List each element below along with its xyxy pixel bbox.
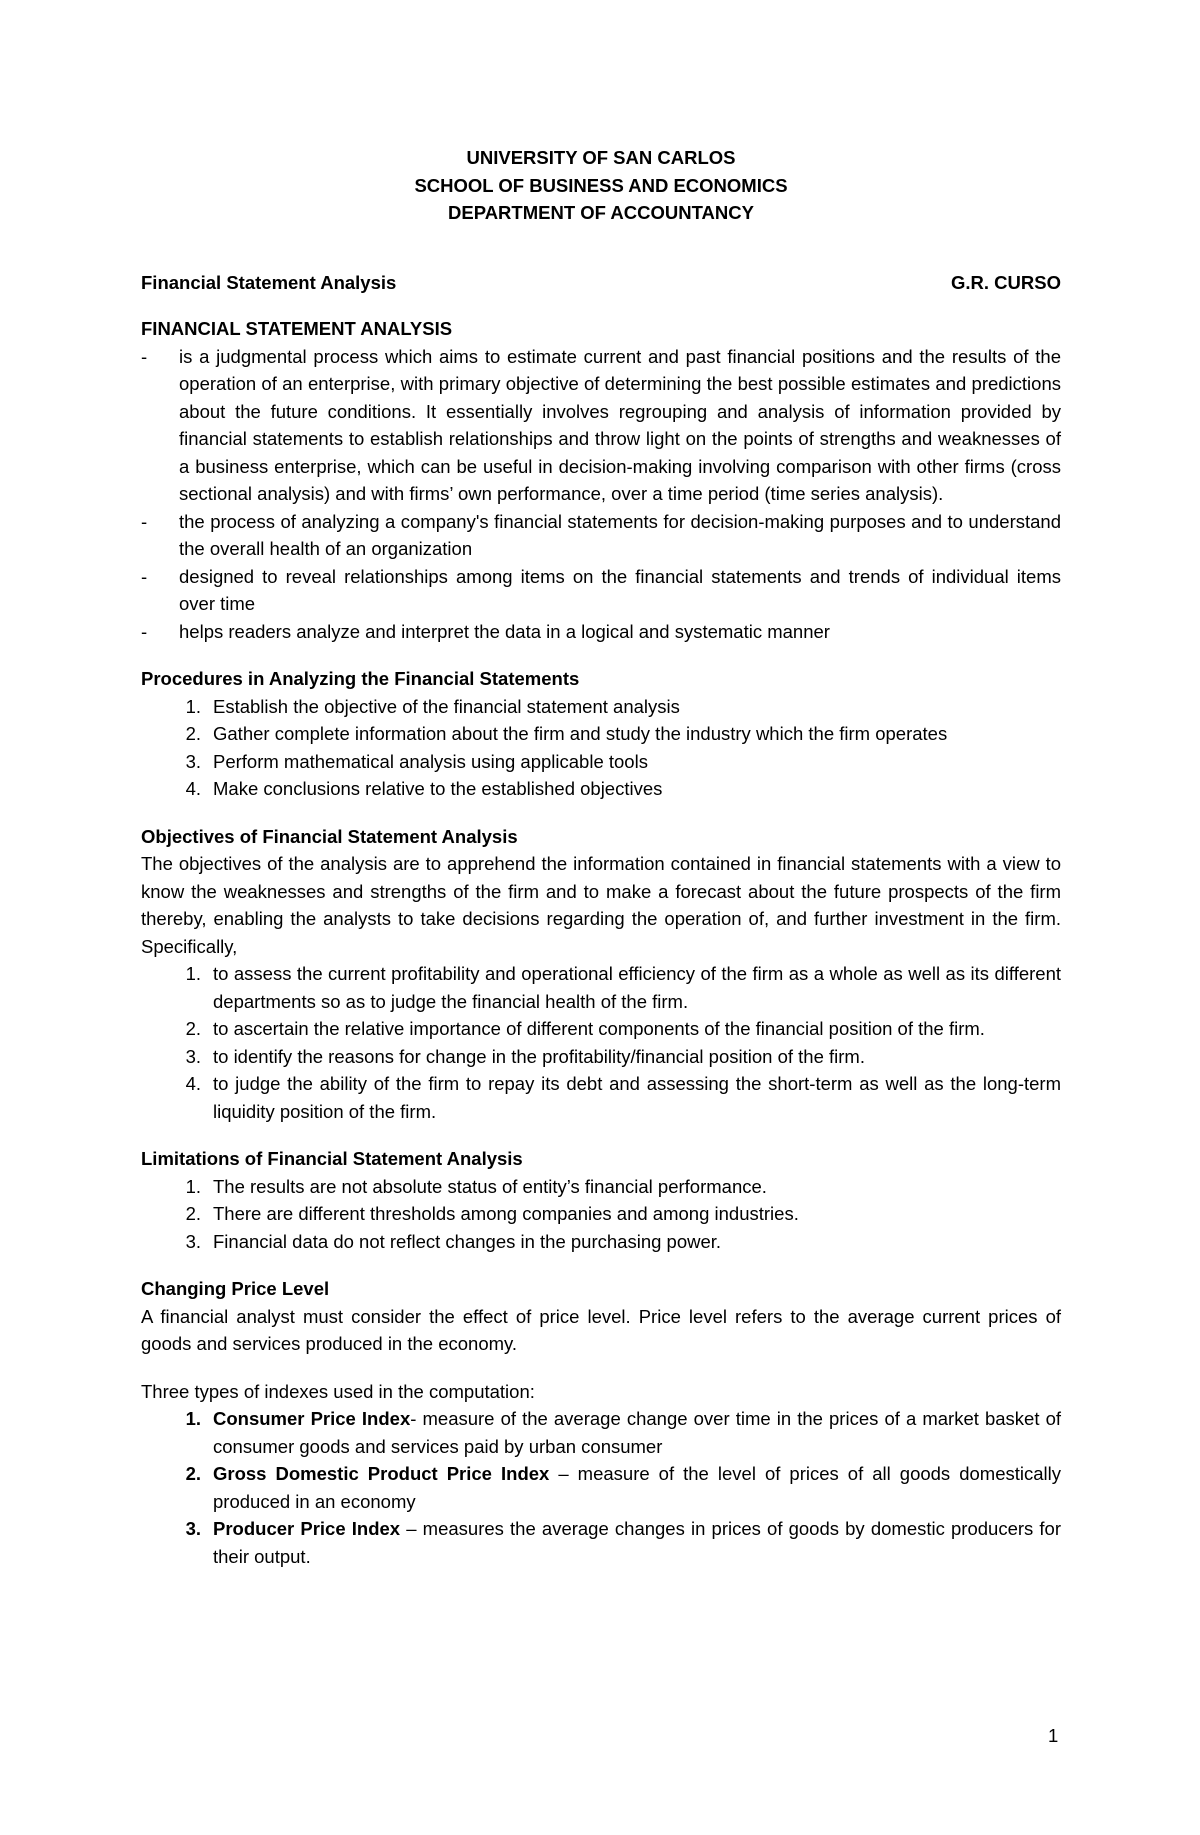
list-marker: 4. (185, 1073, 201, 1094)
list-item (141, 563, 1061, 618)
list-marker: - (141, 510, 148, 532)
list-text: is a judgmental process which aims to estimate current and past financial positions and the results of the operation of an enterprise, with primary objective of determining the best possible estimates and predictions about the future conditions. It essentially involves regrouping and analysis of information provided by financial statements to establish relationships and throw light on the points of strengths and weaknesses of a business enterprise, which can be useful in decision-making involving comparison with other firms (cross sectional analysis) and with firms’ own performance, over a time period (time series analysis). (179, 345, 1061, 504)
course-author: G.R. CURSO (951, 271, 1061, 293)
limitations-heading: Limitations of Financial Statement Analysis (141, 1148, 523, 1169)
list-text: Make conclusions relative to the established objectives (213, 778, 663, 799)
index-term: Consumer Price Index (213, 1408, 411, 1429)
list-marker: - (141, 345, 148, 367)
procedures-list (141, 693, 1061, 803)
list-marker: 3. (185, 1045, 201, 1067)
list-marker: 3. (185, 1518, 201, 1539)
index-definition: – measures the average changes in prices of goods by domestic producers for their output. (213, 1518, 1062, 1567)
list-item (141, 343, 1061, 508)
list-text: Establish the objective of the financial statement analysis (213, 695, 680, 717)
list-item (141, 1043, 1061, 1071)
price-level-intro: A financial analyst must consider the effect of price level. Price level refers to the average current prices of goods and services produced in the economy. (141, 1305, 1061, 1354)
list-item (141, 1173, 1061, 1201)
list-text: The results are not absolute status of entity’s financial performance. (213, 1175, 767, 1197)
list-item (141, 960, 1061, 1015)
list-text: helps readers analyze and interpret the data in a logical and systematic manner (179, 620, 830, 642)
list-text (213, 1405, 1061, 1460)
list-marker: 1. (185, 963, 201, 984)
list-item (141, 1228, 1061, 1256)
list-marker: 3. (185, 750, 201, 772)
objectives-heading: Objectives of Financial Statement Analysis (141, 825, 518, 847)
list-text (213, 1460, 1061, 1515)
list-marker: 2. (185, 1018, 201, 1039)
list-item (141, 1460, 1061, 1515)
index-term: Producer Price Index (213, 1518, 401, 1539)
list-marker: - (141, 620, 148, 642)
list-marker: 2. (185, 1463, 201, 1484)
list-marker: - (141, 565, 148, 587)
list-text: Perform mathematical analysis using applicable tools (213, 750, 648, 772)
list-marker: 1. (185, 1408, 201, 1429)
list-item (141, 1015, 1061, 1043)
procedures-heading: Procedures in Analyzing the Financial Statements (141, 668, 580, 689)
list-marker: 3. (185, 1230, 201, 1252)
list-text: to identify the reasons for change in the profitability/financial position of the firm. (213, 1045, 865, 1067)
list-item (141, 1070, 1061, 1125)
list-marker: 2. (185, 723, 201, 744)
list-text: designed to reveal relationships among items on the financial statements and trends of individual items over time (179, 565, 1061, 614)
list-item (141, 1200, 1061, 1228)
list-item (141, 1405, 1061, 1460)
list-item (141, 775, 1061, 803)
indexes-list (141, 1405, 1061, 1570)
list-item (141, 693, 1061, 721)
fsa-heading: FINANCIAL STATEMENT ANALYSIS (141, 318, 453, 339)
list-text: to ascertain the relative importance of different components of the financial position of the firm. (213, 1018, 985, 1039)
list-text (213, 1515, 1061, 1570)
objectives-list (141, 960, 1061, 1125)
course-header (141, 269, 1061, 297)
list-text: to judge the ability of the firm to repay its debt and assessing the short-term as well as the long-term liquidity position of the firm. (213, 1073, 1061, 1122)
list-marker: 1. (185, 695, 201, 717)
fsa-list (141, 343, 1061, 646)
list-item (141, 508, 1061, 563)
list-marker: 4. (185, 778, 201, 799)
objectives-intro: The objectives of the analysis are to apprehend the information contained in financial statements with a view to know the weaknesses and strengths of the firm and to make a forecast about the future prospects of the firm thereby, enabling the analysts to take decisions regarding the operation of, and further investment in the firm. Specifically, (141, 853, 1061, 957)
list-item (141, 720, 1061, 748)
index-definition: – measure of the level of prices of all goods domestically produced in an economy (213, 1463, 1061, 1512)
list-text: to assess the current profitability and operational efficiency of the firm as a whole as well as its different departments so as to judge the financial health of the firm. (213, 963, 1061, 1012)
list-marker: 2. (185, 1203, 201, 1224)
list-text: Gather complete information about the firm and study the industry which the firm operates (213, 723, 948, 744)
indexes-intro: Three types of indexes used in the computation: (141, 1380, 535, 1402)
list-item (141, 748, 1061, 776)
limitations-list (141, 1173, 1061, 1256)
list-text: the process of analyzing a company's financial statements for decision-making purposes and to understand the overall health of an organization (179, 510, 1061, 559)
page-content (141, 144, 1061, 1570)
index-term: Gross Domestic Product Price Index (213, 1463, 550, 1484)
university-name: UNIVERSITY OF SAN CARLOS (466, 147, 736, 168)
list-text: Financial data do not reflect changes in the purchasing power. (213, 1230, 722, 1252)
course-title: Financial Statement Analysis (141, 271, 397, 293)
page-number: 1 (1048, 1725, 1059, 1746)
index-definition: - measure of the average change over time in the prices of a market basket of consumer goods and services paid by urban consumer (213, 1408, 1062, 1457)
list-item (141, 1515, 1061, 1570)
school-name: SCHOOL OF BUSINESS AND ECONOMICS (414, 174, 788, 196)
price-level-heading: Changing Price Level (141, 1278, 330, 1299)
list-item (141, 618, 1061, 646)
list-text: There are different thresholds among companies and among industries. (213, 1203, 799, 1224)
list-marker: 1. (185, 1175, 201, 1197)
department-name: DEPARTMENT OF ACCOUNTANCY (448, 202, 754, 223)
